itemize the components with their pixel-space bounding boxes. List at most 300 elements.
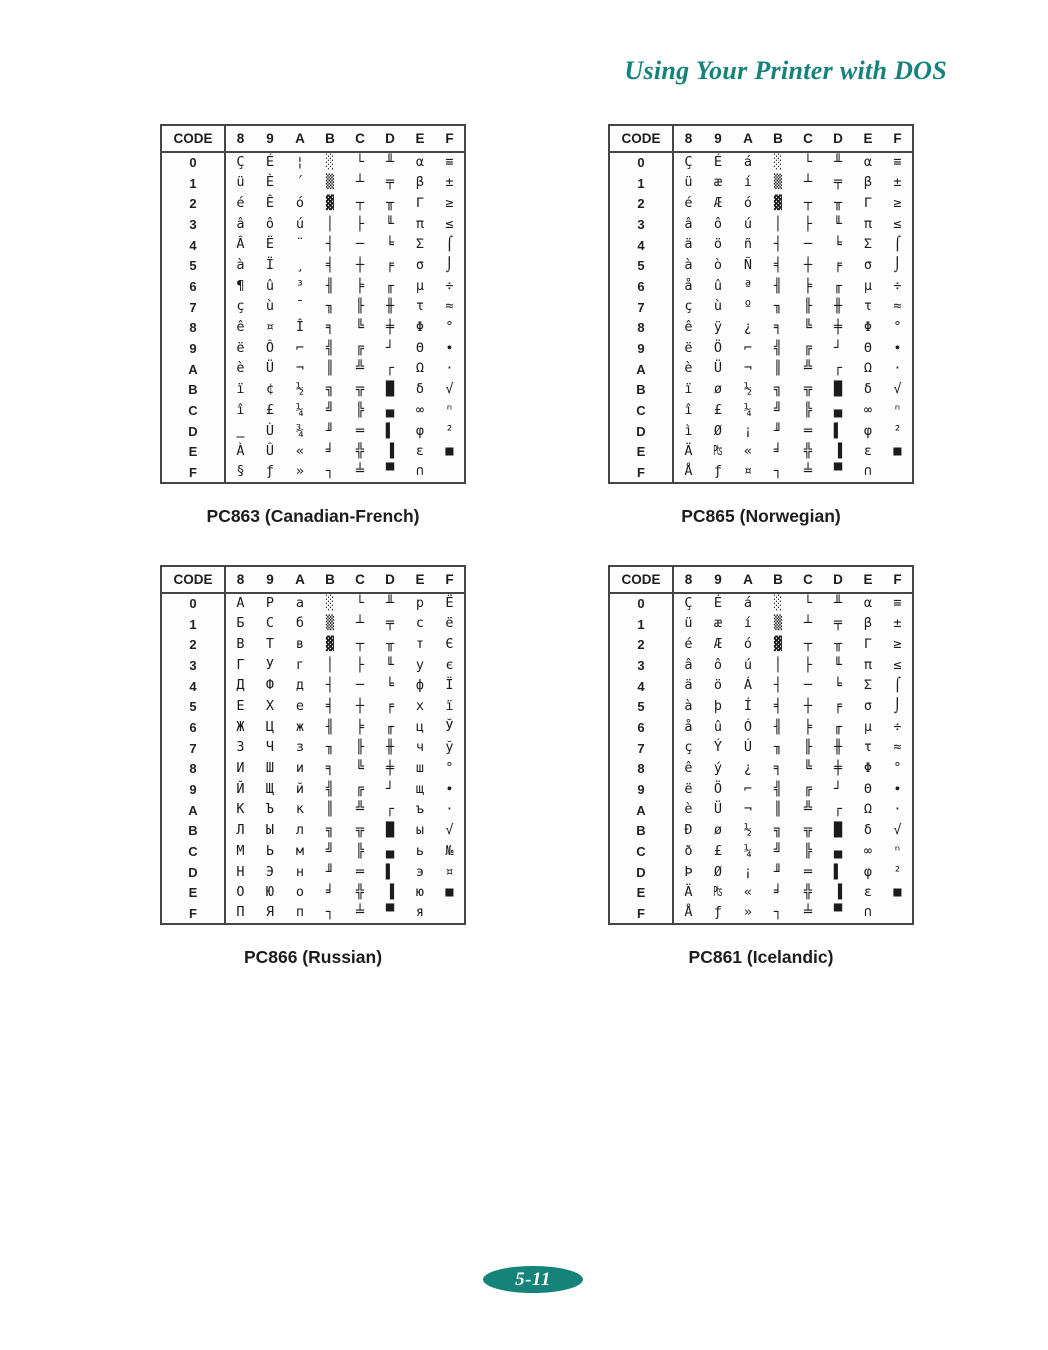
glyph-cell: « [743, 443, 753, 460]
glyph-cell: ≥ [893, 194, 902, 211]
glyph-cell: Ф [265, 677, 275, 694]
glyph-cell: ╥ [385, 635, 395, 652]
row-code: A [609, 800, 673, 821]
glyph-cell: ╟ [803, 739, 813, 756]
glyph-cell: ■ [445, 443, 454, 460]
codepage-row [161, 634, 465, 655]
glyph-cell: ╒ [385, 698, 395, 715]
glyph-cell: ═ [803, 863, 813, 880]
glyph-cell: à [684, 698, 693, 715]
glyph-cell: ± [445, 174, 454, 191]
glyph-cell: ╠ [803, 401, 813, 418]
glyph-cell: Ú [743, 739, 753, 756]
codepage-table-pc863 [160, 124, 466, 484]
glyph-cell: √ [893, 822, 902, 839]
row-code: 9 [161, 779, 225, 800]
glyph-cell: Æ [713, 635, 723, 652]
glyph-cell: Ï [265, 257, 275, 274]
glyph-cell: ┐ [325, 463, 335, 480]
codepage-row [161, 380, 465, 401]
hex-column-header: B [763, 566, 793, 593]
glyph-cell: ¿ [743, 319, 753, 336]
glyph-cell: á [743, 154, 753, 171]
glyph-cell: Ø [713, 422, 723, 439]
glyph-cell: î [236, 401, 245, 418]
glyph-cell: í [743, 174, 753, 191]
glyph-cell: β [863, 615, 873, 632]
glyph-cell: ъ [415, 801, 425, 818]
glyph-cell: ¡ [743, 863, 753, 880]
glyph-cell: Ä [684, 443, 693, 460]
glyph-cell: Ý [713, 739, 723, 756]
glyph-cell: ╞ [355, 277, 365, 294]
glyph-cell: ╥ [833, 635, 843, 652]
glyph-cell: Á [743, 677, 753, 694]
glyph-cell: α [415, 154, 425, 171]
code-column-header: CODE [161, 125, 225, 152]
glyph-cell: ╥ [833, 194, 843, 211]
glyph-cell: Þ [684, 863, 693, 880]
hex-column-header: A [285, 125, 315, 152]
codepage-table-pc861 [608, 565, 914, 925]
codepage-row [161, 759, 465, 780]
glyph-cell: · [445, 801, 454, 818]
glyph-cell: å [684, 277, 693, 294]
glyph-cell: ε [863, 884, 873, 901]
glyph-cell: ╒ [833, 698, 843, 715]
glyph-cell [435, 462, 465, 483]
glyph-cell: ² [893, 422, 902, 439]
glyph-cell: ÷ [893, 277, 902, 294]
codepage-row [161, 442, 465, 463]
glyph-cell: ╪ [385, 760, 395, 777]
glyph-cell: φ [863, 863, 873, 880]
row-code: 6 [161, 276, 225, 297]
glyph-cell: ƒ [713, 463, 723, 480]
glyph-cell: ╠ [355, 842, 365, 859]
glyph-cell: █ [385, 822, 395, 839]
glyph-cell: Φ [415, 319, 425, 336]
glyph-cell: Ç [684, 154, 693, 171]
glyph-cell: ╕ [325, 319, 335, 336]
row-code: F [161, 903, 225, 924]
codepage-row [609, 442, 913, 463]
codepage-row [609, 696, 913, 717]
glyph-cell: Ç [684, 595, 693, 612]
glyph-cell: ╛ [773, 884, 783, 901]
codepage-row [609, 338, 913, 359]
glyph-cell: ° [893, 760, 902, 777]
glyph-cell: Й [236, 780, 245, 797]
glyph-cell: ç [684, 739, 693, 756]
glyph-cell: Я [265, 904, 275, 921]
glyph-cell: ô [713, 215, 723, 232]
glyph-cell: й [295, 780, 305, 797]
codepage-row [609, 903, 913, 924]
hex-column-header: 8 [225, 125, 255, 152]
glyph-cell: э [415, 863, 425, 880]
glyph-cell: └ [355, 595, 365, 612]
glyph-cell: В [236, 635, 245, 652]
row-code: 9 [609, 338, 673, 359]
glyph-cell: ▒ [325, 615, 335, 632]
hex-column-header: F [435, 566, 465, 593]
glyph-cell: Ç [236, 154, 245, 171]
row-code: 0 [161, 152, 225, 173]
glyph-cell: ╓ [385, 718, 395, 735]
glyph-cell: ┌ [385, 801, 395, 818]
glyph-cell: ± [893, 174, 902, 191]
row-code: E [161, 883, 225, 904]
glyph-cell: ╨ [385, 154, 395, 171]
glyph-cell: Л [236, 822, 245, 839]
codepage-row [609, 759, 913, 780]
glyph-cell: ² [445, 422, 454, 439]
glyph-cell: ж [295, 718, 305, 735]
codepage-row [609, 655, 913, 676]
glyph-cell: ├ [803, 215, 813, 232]
glyph-cell: æ [713, 174, 723, 191]
glyph-cell: ш [415, 760, 425, 777]
glyph-cell: ¾ [295, 422, 305, 439]
glyph-cell: é [684, 194, 693, 211]
glyph-cell: º [743, 298, 753, 315]
row-code: 3 [609, 655, 673, 676]
glyph-cell: ₧ [713, 443, 723, 460]
glyph-cell: ┤ [325, 677, 335, 694]
glyph-cell: φ [863, 422, 873, 439]
row-code: B [161, 380, 225, 401]
row-code: 7 [161, 297, 225, 318]
row-code: 2 [161, 634, 225, 655]
hex-column-header: F [435, 125, 465, 152]
glyph-cell: ▓ [325, 635, 335, 652]
glyph-cell: ╡ [325, 257, 335, 274]
glyph-cell: ¬ [743, 360, 753, 377]
glyph-cell: ▌ [833, 422, 843, 439]
glyph-cell: δ [863, 381, 873, 398]
row-code: 2 [609, 193, 673, 214]
glyph-cell: ò [713, 257, 723, 274]
glyph-cell: М [236, 842, 245, 859]
glyph-cell: █ [385, 381, 395, 398]
glyph-cell: щ [415, 780, 425, 797]
hex-column-header: D [823, 125, 853, 152]
glyph-cell: ▐ [833, 884, 843, 901]
glyph-cell: ┌ [833, 801, 843, 818]
glyph-cell: ▐ [385, 443, 395, 460]
glyph-cell: β [863, 174, 873, 191]
glyph-cell: ┼ [803, 257, 813, 274]
glyph-cell: â [684, 215, 693, 232]
glyph-cell: ¡ [743, 422, 753, 439]
glyph-cell: Т [265, 635, 275, 652]
glyph-cell: т [415, 635, 425, 652]
glyph-cell: ü [236, 174, 245, 191]
glyph-cell: ╦ [355, 381, 365, 398]
glyph-cell: Ў [445, 718, 454, 735]
glyph-cell: │ [325, 215, 335, 232]
glyph-cell: ª [743, 277, 753, 294]
hex-column-header: A [733, 566, 763, 593]
glyph-cell: ╬ [355, 443, 365, 460]
glyph-cell: ║ [325, 360, 335, 377]
glyph-cell: ▀ [385, 463, 395, 480]
glyph-cell: ê [684, 319, 693, 336]
glyph-cell: ╞ [803, 277, 813, 294]
glyph-cell: ⁿ [445, 401, 454, 418]
row-code: 1 [609, 173, 673, 194]
glyph-cell: ╒ [385, 257, 395, 274]
glyph-cell: β [415, 174, 425, 191]
code-column-header: CODE [609, 566, 673, 593]
row-code: 7 [609, 738, 673, 759]
glyph-cell: ö [713, 677, 723, 694]
glyph-cell: Ä [684, 884, 693, 901]
glyph-cell: ┼ [803, 698, 813, 715]
glyph-cell: ▒ [773, 615, 783, 632]
glyph-cell: à [684, 257, 693, 274]
glyph-cell: » [743, 904, 753, 921]
glyph-cell: ╬ [803, 884, 813, 901]
glyph-cell: á [743, 595, 753, 612]
glyph-cell: û [713, 718, 723, 735]
glyph-cell: ─ [355, 236, 365, 253]
glyph-cell: ╖ [325, 739, 335, 756]
glyph-cell: τ [863, 739, 873, 756]
glyph-cell: ╔ [355, 339, 365, 356]
glyph-cell: ê [236, 319, 245, 336]
row-code: 5 [161, 255, 225, 276]
glyph-cell: ≈ [893, 739, 902, 756]
codepage-row [161, 173, 465, 194]
glyph-cell: Ё [445, 595, 454, 612]
glyph-cell: £ [713, 842, 723, 859]
codepage-row [609, 614, 913, 635]
glyph-cell: Ю [265, 884, 275, 901]
glyph-cell: ╡ [773, 257, 783, 274]
glyph-cell: Γ [415, 194, 425, 211]
glyph-cell: Φ [863, 319, 873, 336]
glyph-cell: ⌐ [743, 780, 753, 797]
glyph-cell: ∙ [445, 339, 454, 356]
codepage-row [161, 462, 465, 483]
row-code: 8 [609, 318, 673, 339]
glyph-cell: ╩ [355, 801, 365, 818]
glyph-cell: │ [773, 215, 783, 232]
codepage-row [609, 255, 913, 276]
glyph-cell: ▐ [385, 884, 395, 901]
glyph-cell: д [295, 677, 305, 694]
glyph-cell: ┐ [773, 904, 783, 921]
table-header-row [161, 566, 465, 593]
hex-column-header: B [315, 566, 345, 593]
glyph-cell: ⌡ [893, 257, 902, 274]
row-code: B [609, 821, 673, 842]
glyph-cell: ░ [773, 595, 783, 612]
row-code: A [161, 800, 225, 821]
glyph-cell: ´ [295, 174, 305, 191]
codepage-row [609, 462, 913, 483]
codepage-row [609, 276, 913, 297]
glyph-cell: à [236, 257, 245, 274]
glyph-cell: │ [325, 656, 335, 673]
glyph-cell: ¤ [265, 319, 275, 336]
glyph-cell: ╒ [833, 257, 843, 274]
glyph-cell: з [295, 739, 305, 756]
glyph-cell: л [295, 822, 305, 839]
glyph-cell: Ü [713, 360, 723, 377]
glyph-cell: ¨ [295, 236, 305, 253]
glyph-cell: ┬ [355, 194, 365, 211]
hex-column-header: C [345, 125, 375, 152]
glyph-cell: Ü [265, 360, 275, 377]
glyph-cell: ┌ [385, 360, 395, 377]
glyph-cell: α [863, 154, 873, 171]
glyph-cell: И [236, 760, 245, 777]
glyph-cell: ≥ [893, 635, 902, 652]
glyph-cell: ≈ [445, 298, 454, 315]
glyph-cell: ▀ [385, 904, 395, 921]
glyph-cell: ║ [325, 801, 335, 818]
glyph-cell: æ [713, 615, 723, 632]
glyph-cell: ⌡ [445, 257, 454, 274]
glyph-cell: ÿ [713, 319, 723, 336]
glyph-cell: ╓ [385, 277, 395, 294]
row-code: B [161, 821, 225, 842]
glyph-cell: ð [684, 842, 693, 859]
glyph-cell: σ [863, 698, 873, 715]
glyph-cell: ¼ [743, 401, 753, 418]
table-caption-pc866: PC866 (Russian) [243, 947, 383, 967]
glyph-cell: ∞ [863, 401, 873, 418]
glyph-cell: ┤ [773, 236, 783, 253]
glyph-cell: ╠ [803, 842, 813, 859]
glyph-cell: ∩ [863, 463, 873, 480]
glyph-cell: ▌ [385, 863, 395, 880]
glyph-cell: π [863, 215, 873, 232]
glyph-cell: ≤ [893, 656, 902, 673]
glyph-cell: Θ [415, 339, 425, 356]
glyph-cell: ╘ [385, 236, 395, 253]
codepage-table-pc866 [160, 565, 466, 925]
glyph-cell: Σ [863, 236, 873, 253]
glyph-cell: ╤ [385, 174, 395, 191]
glyph-cell: ╦ [803, 381, 813, 398]
glyph-cell: è [684, 801, 693, 818]
codepage-row [161, 338, 465, 359]
glyph-cell: ┤ [773, 677, 783, 694]
glyph-cell: ═ [355, 422, 365, 439]
glyph-cell: Ω [863, 801, 873, 818]
glyph-cell: ╜ [773, 863, 783, 880]
glyph-cell: Р [265, 595, 275, 612]
glyph-cell: ё [445, 615, 454, 632]
glyph-cell: ┘ [833, 780, 843, 797]
glyph-cell: Х [265, 698, 275, 715]
row-code: 7 [609, 297, 673, 318]
glyph-cell: У [265, 656, 275, 673]
glyph-cell: ä [684, 236, 693, 253]
codepage-row [609, 821, 913, 842]
glyph-cell: ╫ [385, 298, 395, 315]
glyph-cell: Ж [236, 718, 245, 735]
glyph-cell: ø [713, 822, 723, 839]
row-code: 5 [609, 255, 673, 276]
glyph-cell: № [445, 842, 454, 859]
glyph-cell: ╤ [833, 174, 843, 191]
glyph-cell: К [236, 801, 245, 818]
glyph-cell: Ð [684, 822, 693, 839]
glyph-cell: √ [445, 381, 454, 398]
codepage-table [160, 565, 466, 925]
glyph-cell: ¬ [743, 801, 753, 818]
row-code: 4 [161, 676, 225, 697]
running-header-title: Using Your Printer with DOS [624, 56, 947, 85]
glyph-cell: √ [893, 381, 902, 398]
hex-column-header: D [823, 566, 853, 593]
glyph-cell: ≡ [893, 595, 902, 612]
glyph-cell: ô [265, 215, 275, 232]
glyph-cell: ë [684, 339, 693, 356]
glyph-cell: ½ [743, 381, 753, 398]
codepage-row [161, 738, 465, 759]
glyph-cell: ▌ [385, 422, 395, 439]
glyph-cell: ∙ [893, 780, 902, 797]
glyph-cell: ╢ [773, 277, 783, 294]
glyph-cell: ╛ [325, 443, 335, 460]
hex-column-header: 8 [673, 125, 703, 152]
glyph-cell: ƒ [265, 463, 275, 480]
glyph-cell: ¦ [295, 154, 305, 171]
glyph-cell: ╧ [803, 904, 813, 921]
glyph-cell: δ [863, 822, 873, 839]
glyph-cell: ¼ [295, 401, 305, 418]
glyph-cell: π [863, 656, 873, 673]
hex-column-header: C [345, 566, 375, 593]
glyph-cell: ╩ [803, 801, 813, 818]
glyph-cell: о [295, 884, 305, 901]
glyph-cell: ø [713, 381, 723, 398]
glyph-cell: ⌡ [893, 698, 902, 715]
glyph-cell: Γ [863, 635, 873, 652]
glyph-cell: √ [445, 822, 454, 839]
glyph-cell: Ê [265, 194, 275, 211]
glyph-cell: î [684, 401, 693, 418]
hex-column-header: E [405, 125, 435, 152]
glyph-cell: µ [415, 277, 425, 294]
glyph-cell: ь [415, 842, 425, 859]
glyph-cell: ■ [893, 443, 902, 460]
glyph-cell: Ë [265, 236, 275, 253]
glyph-cell: Ö [713, 339, 723, 356]
glyph-cell: ¤ [743, 463, 753, 480]
codepage-table [608, 565, 914, 925]
glyph-cell: ╚ [803, 319, 813, 336]
glyph-cell: ╗ [325, 822, 335, 839]
glyph-cell: ╟ [355, 739, 365, 756]
codepage-row [161, 214, 465, 235]
glyph-cell: ├ [803, 656, 813, 673]
glyph-cell: â [684, 656, 693, 673]
codepage-row [161, 676, 465, 697]
glyph-cell: ╛ [773, 443, 783, 460]
glyph-cell: ┘ [385, 339, 395, 356]
glyph-cell: Г [236, 656, 245, 673]
glyph-cell: Ü [713, 801, 723, 818]
codepage-row [609, 717, 913, 738]
glyph-cell: ₧ [713, 884, 723, 901]
